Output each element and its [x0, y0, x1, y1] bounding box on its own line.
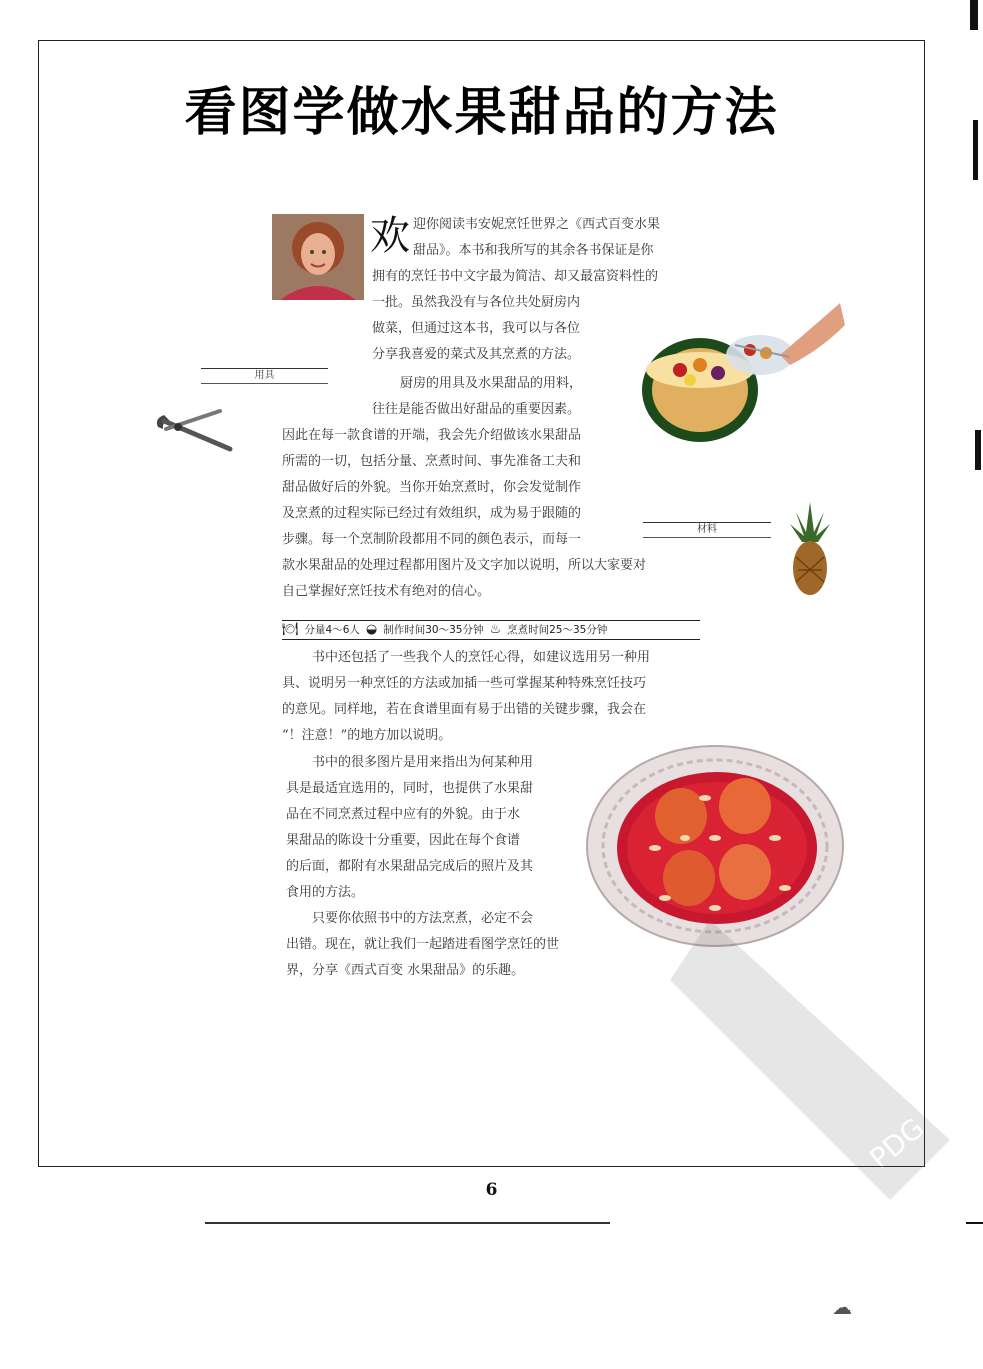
para3-line: 具、说明另一种烹饪的方法或加插一些可掌握某种特殊烹饪技巧 — [282, 676, 647, 691]
para2-line: 所需的一切，包括分量、烹煮时间、事先准备工夫和 — [282, 454, 582, 469]
para2-line: 款水果甜品的处理过程都用图片及文字加以说明，所以大家要对 — [282, 558, 647, 573]
para3-line: 书中还包括了一些我个人的烹饪心得，如建议选用另一种用 — [312, 650, 651, 665]
para4-line: 书中的很多图片是用来指出为何某种用 — [312, 755, 534, 770]
watermark-stamp — [650, 900, 970, 1220]
pot-icon: ♨ — [489, 622, 502, 637]
watermark-text: PDG — [863, 1111, 931, 1176]
tongs-icon — [150, 405, 240, 455]
para2-line: 及烹煮的过程实际已经过有效组织，成为易于跟随的 — [282, 506, 582, 521]
author-portrait — [272, 214, 364, 300]
bowl-icon: ◒ — [365, 622, 378, 637]
chef-hat-icon: ☁ — [832, 1295, 852, 1319]
prep-time-text: 制作时间30～35分钟 — [383, 624, 484, 636]
cook-time-text: 烹煮时间25～35分钟 — [507, 624, 608, 636]
para3-line: “！注意！”的地方加以说明。 — [282, 728, 452, 743]
intro-line: 做菜，但通过这本书，我可以与各位 — [372, 321, 581, 336]
para2-line: 因此在每一款食谱的开端，我会先介绍做该水果甜品 — [282, 428, 582, 443]
intro-line: 迎你阅读韦安妮烹饪世界之《西式百变水果 — [413, 217, 661, 232]
drop-cap: 欢 — [370, 213, 410, 259]
intro-line: 一批。虽然我没有与各位共处厨房内 — [372, 295, 581, 310]
para4-line: 品在不同烹煮过程中应有的外貌。由于水 — [286, 807, 521, 822]
plate-icon: 🍽 — [282, 622, 299, 637]
bottom-rule — [205, 1222, 610, 1224]
page-title: 看图学做水果甜品的方法 — [184, 83, 779, 143]
para2-line: 厨房的用具及水果甜品的用料， — [400, 376, 583, 391]
para5-line: 只要你依照书中的方法烹煮，必定不会 — [312, 911, 534, 926]
para2-line: 自己掌握好烹饪技术有绝对的信心。 — [282, 584, 491, 599]
recipe-info-bar — [282, 620, 700, 640]
para2-line: 往往是能否做出好甜品的重要因素。 — [372, 402, 581, 417]
intro-line: 分享我喜爱的菜式及其烹煮的方法。 — [372, 347, 581, 362]
pineapple-icon — [788, 502, 833, 597]
tools-label: 用具 — [201, 368, 328, 384]
para3-line: 的意见。同样地，若在食谱里面有易于出错的关键步骤，我会在 — [282, 702, 647, 717]
para2-line: 甜品做好后的外貌。当你开始烹煮时，你会发觉制作 — [282, 480, 582, 495]
intro-line: 拥有的烹饪书中文字最为简洁、却又最富资料性的 — [372, 269, 659, 284]
page-number: 6 — [485, 1180, 498, 1200]
para5-line: 界，分享《西式百变 水果甜品》的乐趣。 — [286, 963, 525, 978]
intro-line: 甜品》。本书和我所写的其余各书保证是你 — [413, 243, 654, 258]
servings-text: 分量4～6人 — [304, 624, 360, 636]
para4-line: 具是最适宜选用的，同时，也提供了水果甜 — [286, 781, 534, 796]
para4-line: 的后面，都附有水果甜品完成后的照片及其 — [286, 859, 534, 874]
para4-line: 果甜品的陈设十分重要，因此在每个食谱 — [286, 833, 521, 848]
para4-line: 食用的方法。 — [286, 885, 365, 900]
para2-line: 步骤。每一个烹制阶段都用不同的颜色表示，而每一 — [282, 532, 582, 547]
melon-basket-image — [640, 295, 845, 445]
ingredients-label: 材料 — [643, 522, 771, 538]
para5-line: 出错。现在，就让我们一起踏进看图学烹饪的世 — [286, 937, 560, 952]
